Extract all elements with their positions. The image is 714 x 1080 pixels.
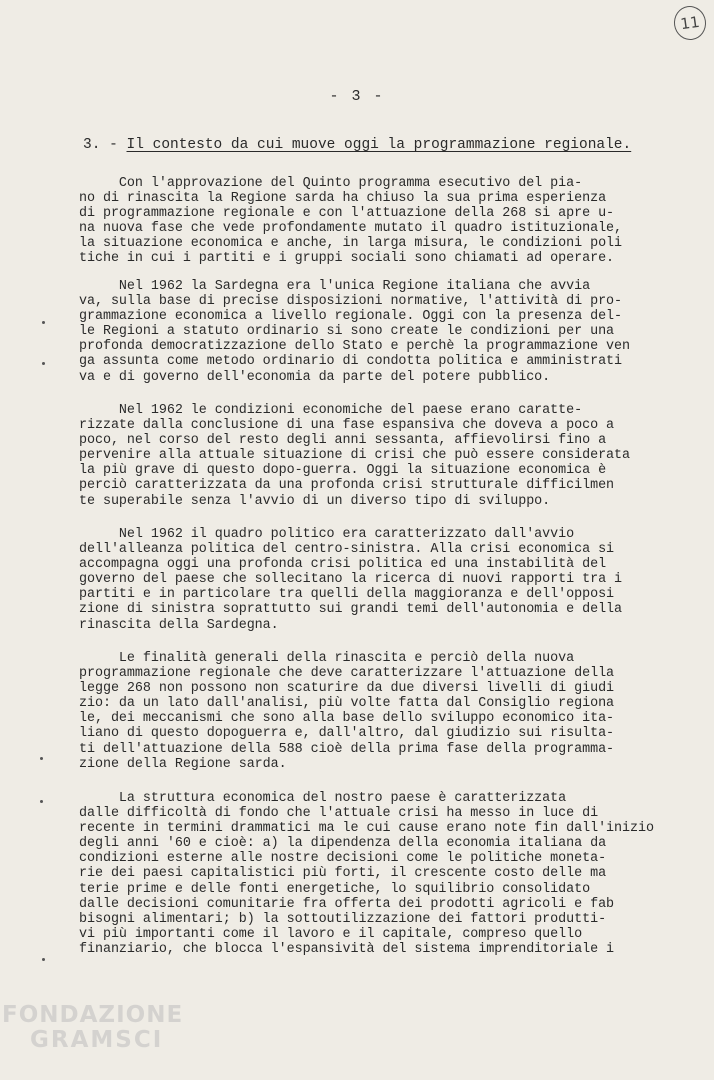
- text-line: rizzate dalla conclusione di una fase espansiva che doveva a poco a: [79, 418, 615, 434]
- paragraph-4: [79, 527, 639, 648]
- text-line: na nuova fase che vede profondamente mutato il quadro istituzionale,: [79, 221, 623, 237]
- text-line: ti dell'attuazione della 588 cioè della prima fase della programma-: [79, 741, 615, 757]
- text-line: [79, 772, 639, 787]
- text-line: ga assunta come metodo ordinario di condotta politica e amministrati: [79, 354, 623, 370]
- text-line: te superabile senza l'avvio di un diverso tipo di sviluppo.: [79, 493, 551, 509]
- paragraph-6: [79, 791, 654, 987]
- text-line: dalle decisioni comunitarie fra offerta dei prodotti agricoli e fab: [79, 896, 615, 912]
- text-line: zione di sinistra soprattutto sui grandi temi dell'autonomia e della: [79, 602, 623, 618]
- paragraph-1: [79, 176, 639, 267]
- margin-mark: [40, 800, 43, 803]
- text-line: Nel 1962 le condizioni economiche del paese erano caratte-: [79, 403, 583, 418]
- text-line: pervenire alla attuale situazione di crisi che può essere considerata: [79, 448, 631, 464]
- section-title-text: Il contesto da cui muove oggi la programmazione regionale.: [126, 137, 632, 153]
- text-line: rinascita della Sardegna.: [79, 617, 279, 633]
- text-line: legge 268 non possono non scaturire da due diversi livelli di giudi: [79, 681, 615, 697]
- paragraph-2: [79, 279, 639, 400]
- text-line: partiti e in particolare tra quelli della maggioranza e dell'opposi: [79, 587, 615, 603]
- text-line: dalle difficoltà di fondo che l'attuale crisi ha messo in luce di: [79, 806, 599, 822]
- text-line: [79, 972, 639, 987]
- text-line: grammazione economica a livello regionale. Oggi con la presenza del-: [79, 309, 623, 325]
- margin-mark: [42, 958, 45, 961]
- text-line: perciò caratterizzata da una profonda crisi strutturale difficilmen: [79, 478, 615, 494]
- text-line: va e di governo dell'economia da parte del potere pubblico.: [79, 369, 551, 385]
- margin-mark: [42, 362, 45, 365]
- text-line: Con l'approvazione del Quinto programma esecutivo del pia-: [79, 176, 583, 191]
- text-line: va, sulla base di precise disposizioni normative, l'attività di pro-: [79, 294, 623, 310]
- text-line: Nel 1962 il quadro politico era caratterizzato dall'avvio: [79, 527, 575, 542]
- text-line: La struttura economica del nostro paese è caratterizzata: [79, 791, 567, 806]
- archive-watermark: [2, 1004, 183, 1052]
- text-line: rie dei paesi capitalistici più forti, il crescente costo delle ma: [79, 866, 607, 882]
- text-line: di programmazione regionale e con l'attuazione della 268 si apre u-: [79, 206, 615, 222]
- text-line: terie prime e delle fonti energetiche, lo squilibrio consolidato: [79, 881, 591, 897]
- text-line: accompagna oggi una profonda crisi politica ed una instabilità del: [79, 557, 607, 573]
- text-line: vi più importanti come il lavoro e il capitale, compreso quello: [79, 926, 583, 942]
- watermark-line-2: GRAMSCI: [30, 1027, 164, 1053]
- text-line: la situazione economica e anche, in larga misura, le condizioni poli: [79, 236, 623, 252]
- margin-mark: [40, 757, 43, 760]
- text-line: poco, nel corso del resto degli anni sessanta, affievolirsi fino a: [79, 433, 607, 449]
- text-line: Le finalità generali della rinascita e perciò della nuova: [79, 651, 575, 666]
- text-line: finanziario, che blocca l'espansività del sistema imprenditoriale i: [79, 941, 615, 957]
- text-line: recente in termini drammatici ma le cui cause erano note fin dall'inizio: [79, 821, 654, 837]
- text-line: le Regioni a statuto ordinario si sono create le condizioni per una: [79, 324, 615, 340]
- text-line: degli anni '60 e cioè: a) la dipendenza della economia italiana da: [79, 836, 607, 852]
- text-line: [79, 385, 639, 400]
- text-line: tiche in cui i partiti e i gruppi sociali sono chiamati ad operare.: [79, 251, 615, 267]
- text-line: no di rinascita la Regione sarda ha chiuso la sua prima esperienza: [79, 191, 607, 207]
- section-title: [83, 137, 631, 153]
- text-line: zione della Regione sarda.: [79, 756, 287, 772]
- text-line: profonda democratizzazione dello Stato e perchè la programmazione ven: [79, 339, 631, 355]
- section-number: 3. -: [83, 137, 118, 153]
- archive-number: 11: [679, 12, 701, 34]
- text-line: [79, 509, 639, 524]
- watermark-line-1: FONDAZIONE: [2, 1002, 184, 1028]
- text-line: [79, 957, 639, 972]
- paragraph-5: [79, 651, 639, 787]
- text-line: dell'alleanza politica del centro-sinistra. Alla crisi economica si: [79, 542, 615, 558]
- text-line: liano di questo dopoguerra e, dall'altro, dal giudizio sui risulta-: [79, 726, 615, 742]
- text-line: zio: da un lato dall'analisi, più volte fatta dal Consiglio regiona: [79, 696, 615, 712]
- text-line: condizioni esterne alle nostre decisioni come le politiche moneta-: [79, 851, 607, 867]
- margin-mark: [42, 321, 45, 324]
- archive-number-stamp: [672, 4, 708, 42]
- page-number: - 3 -: [329, 88, 385, 105]
- paragraph-3: [79, 403, 639, 524]
- text-line: governo del paese che sollecitano la ricerca di nuovi rapporti tra i: [79, 572, 623, 588]
- text-line: [79, 633, 639, 648]
- text-line: la più grave di questo dopo-guerra. Oggi la situazione economica è: [79, 463, 607, 479]
- text-line: Nel 1962 la Sardegna era l'unica Regione italiana che avvia: [79, 279, 591, 294]
- text-line: le, dei meccanismi che sono alla base dello sviluppo economico ita-: [79, 711, 615, 727]
- text-line: bisogni alimentari; b) la sottoutilizzazione dei fattori produtti-: [79, 911, 607, 927]
- text-line: programmazione regionale che deve caratterizzare l'attuazione della: [79, 666, 615, 682]
